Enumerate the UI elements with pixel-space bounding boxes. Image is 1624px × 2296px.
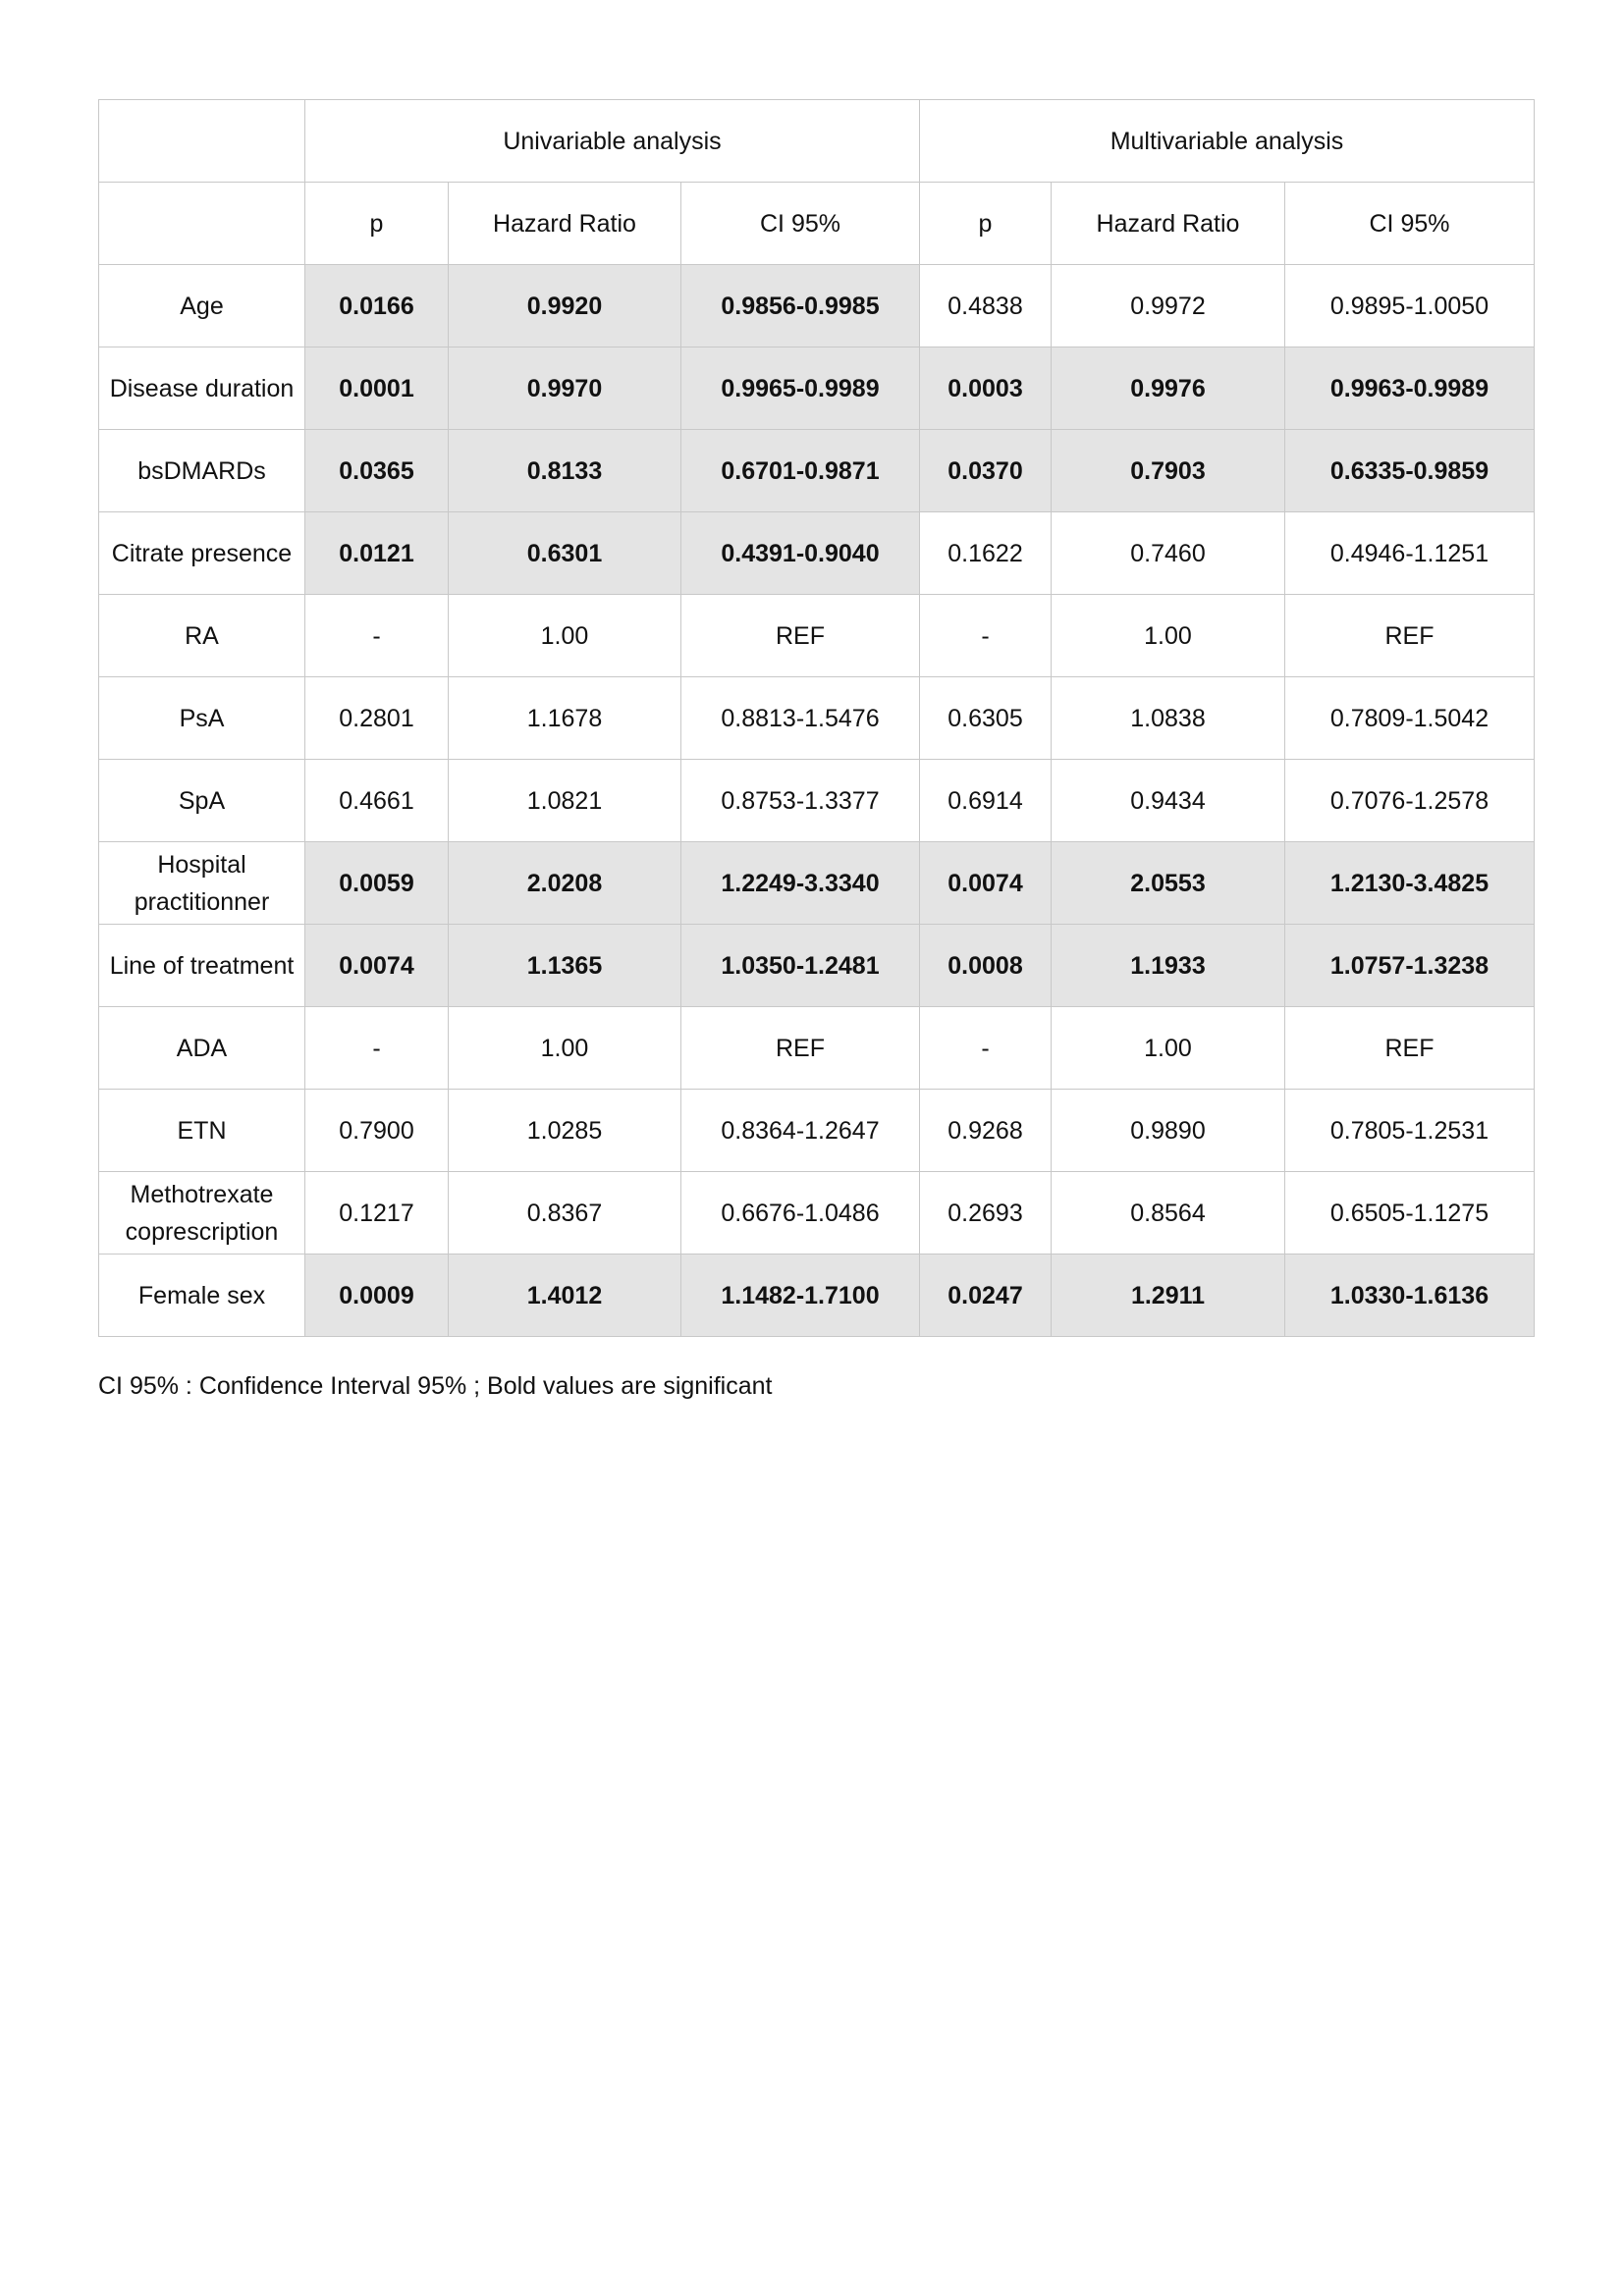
multivariable-p-value: 0.0370: [920, 430, 1052, 512]
multivariable-p-value: -: [920, 595, 1052, 677]
row-label: Female sex: [99, 1255, 305, 1337]
table-footnote: CI 95% : Confidence Interval 95% ; Bold values are significant: [98, 1372, 773, 1400]
table-row: [99, 347, 1535, 430]
univariable-ci-95: 0.6701-0.9871: [681, 430, 920, 512]
group-header-row: [99, 100, 1535, 183]
multivariable-ci-95: 0.6505-1.1275: [1285, 1172, 1535, 1255]
univariable-p-value: 0.0166: [305, 265, 449, 347]
multivariable-p-value: 0.2693: [920, 1172, 1052, 1255]
table-row: [99, 925, 1535, 1007]
univariable-ci-95: REF: [681, 1007, 920, 1090]
multivariable-p-value: 0.4838: [920, 265, 1052, 347]
multivariable-ci-95: 0.7809-1.5042: [1285, 677, 1535, 760]
univariable-p-value: 0.0001: [305, 347, 449, 430]
univariable-hazard-ratio: 0.9970: [449, 347, 681, 430]
multivariable-hazard-ratio: 1.2911: [1052, 1255, 1285, 1337]
row-label: bsDMARDs: [99, 430, 305, 512]
univariable-hazard-ratio: 1.0821: [449, 760, 681, 842]
table-row: [99, 1007, 1535, 1090]
column-header: CI 95%: [681, 183, 920, 265]
row-label: Age: [99, 265, 305, 347]
multivariable-p-value: 0.6305: [920, 677, 1052, 760]
row-label: Line of treatment: [99, 925, 305, 1007]
multivariable-hazard-ratio: 0.7903: [1052, 430, 1285, 512]
univariable-ci-95: 0.9965-0.9989: [681, 347, 920, 430]
multivariable-p-value: 0.0003: [920, 347, 1052, 430]
column-header: p: [305, 183, 449, 265]
univariable-ci-95: 0.8813-1.5476: [681, 677, 920, 760]
multivariable-hazard-ratio: 1.00: [1052, 595, 1285, 677]
column-header: p: [920, 183, 1052, 265]
multivariable-ci-95: 0.9895-1.0050: [1285, 265, 1535, 347]
univariable-p-value: 0.1217: [305, 1172, 449, 1255]
univariable-hazard-ratio: 1.4012: [449, 1255, 681, 1337]
row-label: PsA: [99, 677, 305, 760]
multivariable-p-value: 0.6914: [920, 760, 1052, 842]
multivariable-ci-95: 1.2130-3.4825: [1285, 842, 1535, 925]
univariable-hazard-ratio: 0.8367: [449, 1172, 681, 1255]
multivariable-ci-95: 0.7805-1.2531: [1285, 1090, 1535, 1172]
multivariable-hazard-ratio: 1.0838: [1052, 677, 1285, 760]
multivariable-hazard-ratio: 0.9890: [1052, 1090, 1285, 1172]
table-row: [99, 677, 1535, 760]
row-label: ETN: [99, 1090, 305, 1172]
univariable-ci-95: 0.9856-0.9985: [681, 265, 920, 347]
table-row: [99, 430, 1535, 512]
row-label: ADA: [99, 1007, 305, 1090]
univariable-header: Univariable analysis: [305, 100, 920, 183]
multivariable-ci-95: 0.4946-1.1251: [1285, 512, 1535, 595]
multivariable-ci-95: REF: [1285, 595, 1535, 677]
multivariable-ci-95: 1.0757-1.3238: [1285, 925, 1535, 1007]
multivariable-hazard-ratio: 0.7460: [1052, 512, 1285, 595]
univariable-hazard-ratio: 1.1365: [449, 925, 681, 1007]
univariable-ci-95: 1.2249-3.3340: [681, 842, 920, 925]
multivariable-hazard-ratio: 1.00: [1052, 1007, 1285, 1090]
univariable-hazard-ratio: 0.6301: [449, 512, 681, 595]
univariable-hazard-ratio: 2.0208: [449, 842, 681, 925]
table-row: [99, 760, 1535, 842]
multivariable-hazard-ratio: 2.0553: [1052, 842, 1285, 925]
multivariable-hazard-ratio: 0.9976: [1052, 347, 1285, 430]
univariable-ci-95: REF: [681, 595, 920, 677]
table-row: [99, 1255, 1535, 1337]
univariable-hazard-ratio: 0.9920: [449, 265, 681, 347]
table-row: [99, 512, 1535, 595]
univariable-p-value: 0.2801: [305, 677, 449, 760]
univariable-p-value: 0.4661: [305, 760, 449, 842]
table-row: [99, 595, 1535, 677]
row-label: SpA: [99, 760, 305, 842]
hazard-ratio-table: [98, 99, 1535, 1337]
column-header: Hazard Ratio: [1052, 183, 1285, 265]
univariable-ci-95: 0.6676-1.0486: [681, 1172, 920, 1255]
multivariable-hazard-ratio: 0.8564: [1052, 1172, 1285, 1255]
multivariable-p-value: -: [920, 1007, 1052, 1090]
univariable-p-value: 0.0365: [305, 430, 449, 512]
table-row: [99, 842, 1535, 925]
multivariable-hazard-ratio: 0.9972: [1052, 265, 1285, 347]
table-row: [99, 1090, 1535, 1172]
multivariable-p-value: 0.1622: [920, 512, 1052, 595]
multivariable-hazard-ratio: 1.1933: [1052, 925, 1285, 1007]
univariable-ci-95: 0.4391-0.9040: [681, 512, 920, 595]
univariable-hazard-ratio: 1.0285: [449, 1090, 681, 1172]
multivariable-ci-95: REF: [1285, 1007, 1535, 1090]
column-header: CI 95%: [1285, 183, 1535, 265]
multivariable-p-value: 0.0008: [920, 925, 1052, 1007]
univariable-p-value: 0.7900: [305, 1090, 449, 1172]
multivariable-p-value: 0.9268: [920, 1090, 1052, 1172]
row-label: Citrate presence: [99, 512, 305, 595]
multivariable-ci-95: 0.6335-0.9859: [1285, 430, 1535, 512]
corner-cell: [99, 183, 305, 265]
univariable-p-value: -: [305, 1007, 449, 1090]
row-label: Hospital practitionner: [99, 842, 305, 925]
multivariable-p-value: 0.0074: [920, 842, 1052, 925]
multivariable-hazard-ratio: 0.9434: [1052, 760, 1285, 842]
univariable-p-value: 0.0074: [305, 925, 449, 1007]
univariable-p-value: 0.0009: [305, 1255, 449, 1337]
univariable-ci-95: 0.8364-1.2647: [681, 1090, 920, 1172]
univariable-ci-95: 0.8753-1.3377: [681, 760, 920, 842]
univariable-p-value: 0.0121: [305, 512, 449, 595]
univariable-hazard-ratio: 1.1678: [449, 677, 681, 760]
univariable-ci-95: 1.0350-1.2481: [681, 925, 920, 1007]
multivariable-ci-95: 1.0330-1.6136: [1285, 1255, 1535, 1337]
row-label: Methotrexate coprescription: [99, 1172, 305, 1255]
table-row: [99, 1172, 1535, 1255]
multivariable-ci-95: 0.7076-1.2578: [1285, 760, 1535, 842]
univariable-hazard-ratio: 1.00: [449, 595, 681, 677]
multivariable-ci-95: 0.9963-0.9989: [1285, 347, 1535, 430]
univariable-p-value: 0.0059: [305, 842, 449, 925]
column-header-row: [99, 183, 1535, 265]
column-header: Hazard Ratio: [449, 183, 681, 265]
row-label: Disease duration: [99, 347, 305, 430]
corner-cell: [99, 100, 305, 183]
univariable-hazard-ratio: 1.00: [449, 1007, 681, 1090]
multivariable-p-value: 0.0247: [920, 1255, 1052, 1337]
multivariable-header: Multivariable analysis: [920, 100, 1535, 183]
univariable-p-value: -: [305, 595, 449, 677]
row-label: RA: [99, 595, 305, 677]
table-row: [99, 265, 1535, 347]
univariable-hazard-ratio: 0.8133: [449, 430, 681, 512]
univariable-ci-95: 1.1482-1.7100: [681, 1255, 920, 1337]
